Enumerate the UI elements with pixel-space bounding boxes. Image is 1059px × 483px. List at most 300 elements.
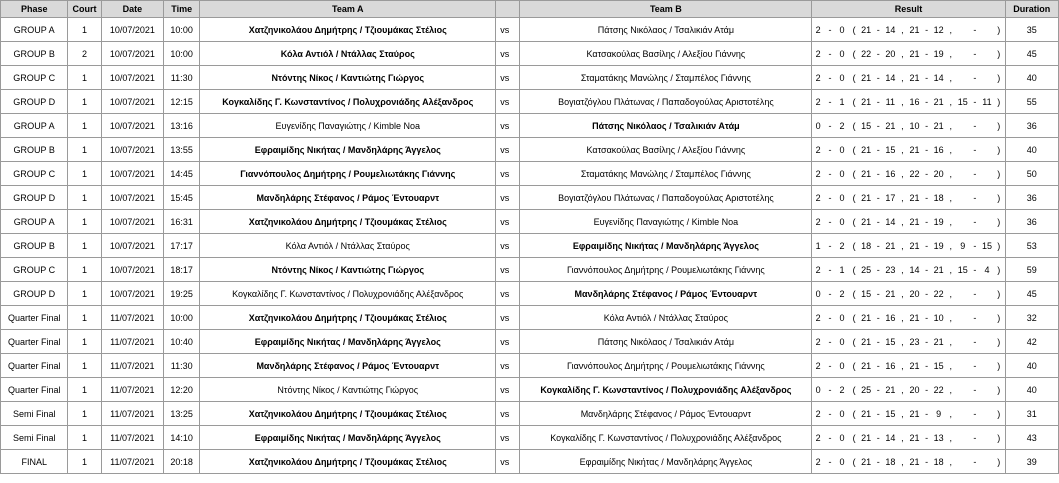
set1-b-cell: 14	[884, 66, 896, 90]
header-duration: Duration	[1005, 1, 1058, 18]
duration-cell: 40	[1005, 378, 1058, 402]
team-b-cell: Εφραιμίδης Νικήτας / Μανδηλάρης Άγγελος	[520, 450, 812, 474]
score-dash: -	[824, 354, 836, 378]
time-cell: 10:00	[164, 18, 200, 42]
score-paren-open: (	[848, 426, 860, 450]
team-a-cell: Κόλα Αντιόλ / Ντάλλας Σταύρος	[200, 42, 496, 66]
header-date: Date	[101, 1, 163, 18]
score-dash: -	[872, 402, 884, 426]
score-dash: -	[824, 258, 836, 282]
sets-b-cell: 0	[836, 162, 848, 186]
team-a-cell: Κογκαλίδης Γ. Κωνσταντίνος / Πολυχρονιάδης Αλέξανδρος	[200, 90, 496, 114]
score-dash: -	[921, 186, 933, 210]
set1-a-cell: 22	[860, 42, 872, 66]
score-dash: -	[872, 426, 884, 450]
team-a-cell: Εφραιμίδης Νικήτας / Μανδηλάρης Άγγελος	[200, 426, 496, 450]
court-cell: 1	[68, 306, 101, 330]
duration-cell: 36	[1005, 114, 1058, 138]
set3-a-cell	[957, 354, 969, 378]
court-cell: 1	[68, 234, 101, 258]
score-dash: -	[872, 210, 884, 234]
score-dash: -	[872, 114, 884, 138]
date-cell: 10/07/2021	[101, 18, 163, 42]
score-dash: -	[824, 234, 836, 258]
duration-cell: 40	[1005, 66, 1058, 90]
sets-a-cell: 2	[812, 186, 824, 210]
sets-a-cell: 2	[812, 18, 824, 42]
score-comma: ,	[896, 210, 908, 234]
score-comma: ,	[945, 210, 957, 234]
court-cell: 1	[68, 162, 101, 186]
header-team-a: Team A	[200, 1, 496, 18]
score-paren-open: (	[848, 306, 860, 330]
table-row	[1, 90, 1059, 114]
time-cell: 10:40	[164, 330, 200, 354]
score-paren-open: (	[848, 234, 860, 258]
set2-a-cell: 16	[908, 90, 920, 114]
score-comma: ,	[896, 186, 908, 210]
score-comma: ,	[896, 402, 908, 426]
duration-cell: 36	[1005, 210, 1058, 234]
score-comma: ,	[896, 42, 908, 66]
score-paren-open: (	[848, 378, 860, 402]
score-dash: -	[872, 186, 884, 210]
set3-b-cell	[981, 18, 993, 42]
score-comma: ,	[896, 282, 908, 306]
set2-a-cell: 21	[908, 450, 920, 474]
set2-a-cell: 21	[908, 210, 920, 234]
score-paren-close: )	[993, 234, 1005, 258]
set2-a-cell: 20	[908, 282, 920, 306]
set3-b-cell	[981, 330, 993, 354]
score-comma: ,	[896, 234, 908, 258]
score-dash: -	[872, 306, 884, 330]
duration-cell: 50	[1005, 162, 1058, 186]
court-cell: 1	[68, 426, 101, 450]
score-dash: -	[824, 162, 836, 186]
score-comma: ,	[896, 306, 908, 330]
header-vs-spacer	[496, 1, 520, 18]
score-paren-close: )	[993, 426, 1005, 450]
set2-b-cell: 19	[933, 210, 945, 234]
sets-a-cell: 2	[812, 354, 824, 378]
set3-a-cell	[957, 138, 969, 162]
vs-cell: vs	[496, 282, 520, 306]
date-cell: 10/07/2021	[101, 234, 163, 258]
results-body	[1, 18, 1059, 474]
set1-b-cell: 14	[884, 18, 896, 42]
score-dash: -	[824, 282, 836, 306]
score-dash: -	[824, 186, 836, 210]
score-paren-open: (	[848, 282, 860, 306]
header-time: Time	[164, 1, 200, 18]
team-a-cell: Εφραιμίδης Νικήτας / Μανδηλάρης Άγγελος	[200, 330, 496, 354]
phase-cell: Quarter Final	[1, 378, 68, 402]
score-comma: ,	[945, 450, 957, 474]
score-paren-close: )	[993, 282, 1005, 306]
sets-b-cell: 0	[836, 306, 848, 330]
score-dash: -	[872, 90, 884, 114]
score-dash: -	[921, 114, 933, 138]
set3-b-cell	[981, 138, 993, 162]
date-cell: 10/07/2021	[101, 66, 163, 90]
score-dash: -	[921, 354, 933, 378]
score-comma: ,	[896, 90, 908, 114]
score-paren-open: (	[848, 402, 860, 426]
phase-cell: GROUP C	[1, 258, 68, 282]
score-paren-open: (	[848, 210, 860, 234]
score-dash: -	[921, 330, 933, 354]
sets-b-cell: 2	[836, 282, 848, 306]
team-a-cell: Ντόντης Νίκος / Καντιώτης Γιώργος	[200, 66, 496, 90]
score-paren-open: (	[848, 186, 860, 210]
score-dash: -	[921, 162, 933, 186]
court-cell: 1	[68, 330, 101, 354]
phase-cell: GROUP B	[1, 234, 68, 258]
set2-b-cell: 21	[933, 330, 945, 354]
score-dash: -	[921, 402, 933, 426]
court-cell: 1	[68, 138, 101, 162]
sets-b-cell: 0	[836, 402, 848, 426]
set2-a-cell: 21	[908, 426, 920, 450]
set3-b-cell	[981, 162, 993, 186]
duration-cell: 39	[1005, 450, 1058, 474]
score-dash: -	[824, 402, 836, 426]
score-dash: -	[969, 138, 981, 162]
vs-cell: vs	[496, 378, 520, 402]
score-paren-open: (	[848, 66, 860, 90]
court-cell: 1	[68, 402, 101, 426]
set2-b-cell: 19	[933, 42, 945, 66]
set3-b-cell: 15	[981, 234, 993, 258]
phase-cell: GROUP A	[1, 18, 68, 42]
set3-b-cell	[981, 42, 993, 66]
date-cell: 11/07/2021	[101, 306, 163, 330]
score-dash: -	[969, 378, 981, 402]
time-cell: 10:00	[164, 42, 200, 66]
sets-a-cell: 0	[812, 282, 824, 306]
set1-a-cell: 21	[860, 66, 872, 90]
score-dash: -	[969, 18, 981, 42]
set3-a-cell	[957, 210, 969, 234]
set1-a-cell: 21	[860, 354, 872, 378]
duration-cell: 45	[1005, 42, 1058, 66]
sets-b-cell: 0	[836, 42, 848, 66]
set2-a-cell: 10	[908, 114, 920, 138]
score-dash: -	[872, 354, 884, 378]
team-b-cell: Βογιατζόγλου Πλάτωνας / Παπαδογούλας Αριστοτέλης	[520, 186, 812, 210]
set1-b-cell: 15	[884, 330, 896, 354]
team-a-cell: Χατζηνικολάου Δημήτρης / Τζιουμάκας Στέλιος	[200, 450, 496, 474]
score-comma: ,	[945, 426, 957, 450]
set3-a-cell	[957, 450, 969, 474]
sets-b-cell: 0	[836, 138, 848, 162]
duration-cell: 32	[1005, 306, 1058, 330]
set1-b-cell: 21	[884, 378, 896, 402]
set3-a-cell	[957, 282, 969, 306]
score-dash: -	[824, 114, 836, 138]
set2-a-cell: 23	[908, 330, 920, 354]
header-row	[1, 1, 1059, 18]
set1-a-cell: 18	[860, 234, 872, 258]
set1-a-cell: 25	[860, 378, 872, 402]
score-paren-open: (	[848, 42, 860, 66]
date-cell: 10/07/2021	[101, 42, 163, 66]
set3-a-cell	[957, 42, 969, 66]
score-dash: -	[921, 18, 933, 42]
score-dash: -	[872, 162, 884, 186]
court-cell: 1	[68, 210, 101, 234]
team-a-cell: Ντόντης Νίκος / Καντιώτης Γιώργος	[200, 258, 496, 282]
team-b-cell: Γιαννόπουλος Δημήτρης / Ρουμελιωτάκης Γιάννης	[520, 258, 812, 282]
score-dash: -	[872, 282, 884, 306]
sets-b-cell: 0	[836, 18, 848, 42]
team-a-cell: Ντόντης Νίκος / Καντιώτης Γιώργος	[200, 378, 496, 402]
score-dash: -	[969, 66, 981, 90]
score-comma: ,	[945, 114, 957, 138]
score-dash: -	[824, 426, 836, 450]
table-row	[1, 66, 1059, 90]
set2-a-cell: 21	[908, 354, 920, 378]
set1-a-cell: 21	[860, 186, 872, 210]
table-row	[1, 282, 1059, 306]
set3-b-cell	[981, 114, 993, 138]
set1-a-cell: 21	[860, 90, 872, 114]
date-cell: 10/07/2021	[101, 210, 163, 234]
score-comma: ,	[945, 354, 957, 378]
vs-cell: vs	[496, 66, 520, 90]
set2-a-cell: 14	[908, 258, 920, 282]
team-b-cell: Μανδηλάρης Στέφανος / Ράμος Έντουαρντ	[520, 282, 812, 306]
score-comma: ,	[945, 66, 957, 90]
court-cell: 1	[68, 90, 101, 114]
score-paren-close: )	[993, 114, 1005, 138]
score-comma: ,	[945, 378, 957, 402]
set1-a-cell: 21	[860, 330, 872, 354]
sets-b-cell: 0	[836, 66, 848, 90]
time-cell: 14:10	[164, 426, 200, 450]
time-cell: 12:15	[164, 90, 200, 114]
team-b-cell: Σταματάκης Μανώλης / Σταμπέλος Γιάννης	[520, 66, 812, 90]
score-comma: ,	[945, 90, 957, 114]
set2-a-cell: 21	[908, 42, 920, 66]
set3-a-cell	[957, 402, 969, 426]
set3-a-cell	[957, 18, 969, 42]
table-row	[1, 258, 1059, 282]
court-cell: 1	[68, 450, 101, 474]
phase-cell: GROUP D	[1, 282, 68, 306]
duration-cell: 45	[1005, 282, 1058, 306]
phase-cell: GROUP C	[1, 162, 68, 186]
table-row	[1, 186, 1059, 210]
set1-a-cell: 21	[860, 306, 872, 330]
table-row	[1, 378, 1059, 402]
score-comma: ,	[896, 378, 908, 402]
set1-b-cell: 21	[884, 282, 896, 306]
score-comma: ,	[945, 258, 957, 282]
score-comma: ,	[896, 138, 908, 162]
set3-b-cell	[981, 402, 993, 426]
sets-a-cell: 1	[812, 234, 824, 258]
duration-cell: 42	[1005, 330, 1058, 354]
score-dash: -	[921, 42, 933, 66]
team-a-cell: Εφραιμίδης Νικήτας / Μανδηλάρης Άγγελος	[200, 138, 496, 162]
vs-cell: vs	[496, 42, 520, 66]
set1-b-cell: 16	[884, 354, 896, 378]
sets-b-cell: 1	[836, 258, 848, 282]
sets-b-cell: 0	[836, 210, 848, 234]
set1-b-cell: 17	[884, 186, 896, 210]
set1-a-cell: 15	[860, 282, 872, 306]
phase-cell: Semi Final	[1, 426, 68, 450]
phase-cell: GROUP A	[1, 210, 68, 234]
score-comma: ,	[945, 330, 957, 354]
vs-cell: vs	[496, 258, 520, 282]
set1-b-cell: 21	[884, 234, 896, 258]
date-cell: 10/07/2021	[101, 282, 163, 306]
court-cell: 1	[68, 114, 101, 138]
sets-b-cell: 0	[836, 426, 848, 450]
score-comma: ,	[945, 234, 957, 258]
set1-a-cell: 15	[860, 114, 872, 138]
set2-a-cell: 20	[908, 378, 920, 402]
set3-b-cell	[981, 282, 993, 306]
set3-b-cell	[981, 66, 993, 90]
score-comma: ,	[896, 330, 908, 354]
duration-cell: 31	[1005, 402, 1058, 426]
team-b-cell: Μανδηλάρης Στέφανος / Ράμος Έντουαρντ	[520, 402, 812, 426]
team-b-cell: Κατσακούλας Βασίλης / Αλεξίου Γιάννης	[520, 42, 812, 66]
set2-a-cell: 21	[908, 306, 920, 330]
team-a-cell: Ευγενίδης Παναγιώτης / Kimble Noa	[200, 114, 496, 138]
phase-cell: FINAL	[1, 450, 68, 474]
set1-b-cell: 15	[884, 138, 896, 162]
set2-b-cell: 20	[933, 162, 945, 186]
set1-a-cell: 25	[860, 258, 872, 282]
set3-b-cell	[981, 306, 993, 330]
set1-b-cell: 16	[884, 306, 896, 330]
date-cell: 10/07/2021	[101, 90, 163, 114]
time-cell: 13:16	[164, 114, 200, 138]
time-cell: 18:17	[164, 258, 200, 282]
score-paren-close: )	[993, 378, 1005, 402]
duration-cell: 59	[1005, 258, 1058, 282]
score-dash: -	[969, 282, 981, 306]
vs-cell: vs	[496, 234, 520, 258]
score-dash: -	[921, 426, 933, 450]
date-cell: 11/07/2021	[101, 450, 163, 474]
set3-b-cell	[981, 378, 993, 402]
score-comma: ,	[945, 18, 957, 42]
sets-a-cell: 2	[812, 90, 824, 114]
score-paren-open: (	[848, 138, 860, 162]
score-dash: -	[969, 450, 981, 474]
score-dash: -	[872, 18, 884, 42]
date-cell: 11/07/2021	[101, 402, 163, 426]
score-dash: -	[921, 210, 933, 234]
score-comma: ,	[896, 450, 908, 474]
sets-a-cell: 2	[812, 426, 824, 450]
score-paren-open: (	[848, 114, 860, 138]
score-comma: ,	[896, 426, 908, 450]
time-cell: 13:55	[164, 138, 200, 162]
set3-a-cell	[957, 378, 969, 402]
score-dash: -	[921, 378, 933, 402]
sets-a-cell: 2	[812, 330, 824, 354]
score-paren-open: (	[848, 450, 860, 474]
table-row	[1, 114, 1059, 138]
set3-b-cell	[981, 426, 993, 450]
set2-a-cell: 22	[908, 162, 920, 186]
set2-b-cell: 19	[933, 234, 945, 258]
set3-a-cell	[957, 114, 969, 138]
set3-a-cell	[957, 330, 969, 354]
set1-b-cell: 23	[884, 258, 896, 282]
score-comma: ,	[896, 114, 908, 138]
time-cell: 20:18	[164, 450, 200, 474]
score-paren-open: (	[848, 162, 860, 186]
set3-b-cell: 4	[981, 258, 993, 282]
score-dash: -	[872, 66, 884, 90]
sets-a-cell: 2	[812, 210, 824, 234]
sets-a-cell: 2	[812, 66, 824, 90]
vs-cell: vs	[496, 18, 520, 42]
set1-a-cell: 21	[860, 450, 872, 474]
score-dash: -	[872, 138, 884, 162]
score-dash: -	[921, 234, 933, 258]
court-cell: 1	[68, 282, 101, 306]
score-dash: -	[921, 138, 933, 162]
vs-cell: vs	[496, 402, 520, 426]
table-row	[1, 450, 1059, 474]
table-row	[1, 138, 1059, 162]
score-dash: -	[824, 18, 836, 42]
score-comma: ,	[945, 306, 957, 330]
set2-b-cell: 22	[933, 378, 945, 402]
set3-a-cell	[957, 426, 969, 450]
time-cell: 11:30	[164, 66, 200, 90]
set1-b-cell: 21	[884, 114, 896, 138]
sets-b-cell: 2	[836, 114, 848, 138]
sets-b-cell: 0	[836, 186, 848, 210]
score-paren-close: )	[993, 330, 1005, 354]
score-comma: ,	[945, 42, 957, 66]
score-paren-open: (	[848, 90, 860, 114]
phase-cell: GROUP D	[1, 186, 68, 210]
set3-b-cell	[981, 210, 993, 234]
set1-b-cell: 11	[884, 90, 896, 114]
team-a-cell: Χατζηνικολάου Δημήτρης / Τζιουμάκας Στέλιος	[200, 402, 496, 426]
score-dash: -	[872, 330, 884, 354]
team-a-cell: Χατζηνικολάου Δημήτρης / Τζιουμάκας Στέλιος	[200, 306, 496, 330]
vs-cell: vs	[496, 210, 520, 234]
set2-b-cell: 22	[933, 282, 945, 306]
score-dash: -	[824, 210, 836, 234]
set1-a-cell: 21	[860, 138, 872, 162]
set2-b-cell: 14	[933, 66, 945, 90]
sets-b-cell: 0	[836, 354, 848, 378]
duration-cell: 40	[1005, 138, 1058, 162]
score-paren-open: (	[848, 330, 860, 354]
sets-a-cell: 2	[812, 258, 824, 282]
time-cell: 19:25	[164, 282, 200, 306]
time-cell: 16:31	[164, 210, 200, 234]
score-dash: -	[921, 66, 933, 90]
vs-cell: vs	[496, 90, 520, 114]
team-b-cell: Εφραιμίδης Νικήτας / Μανδηλάρης Άγγελος	[520, 234, 812, 258]
set2-a-cell: 21	[908, 402, 920, 426]
table-row	[1, 426, 1059, 450]
